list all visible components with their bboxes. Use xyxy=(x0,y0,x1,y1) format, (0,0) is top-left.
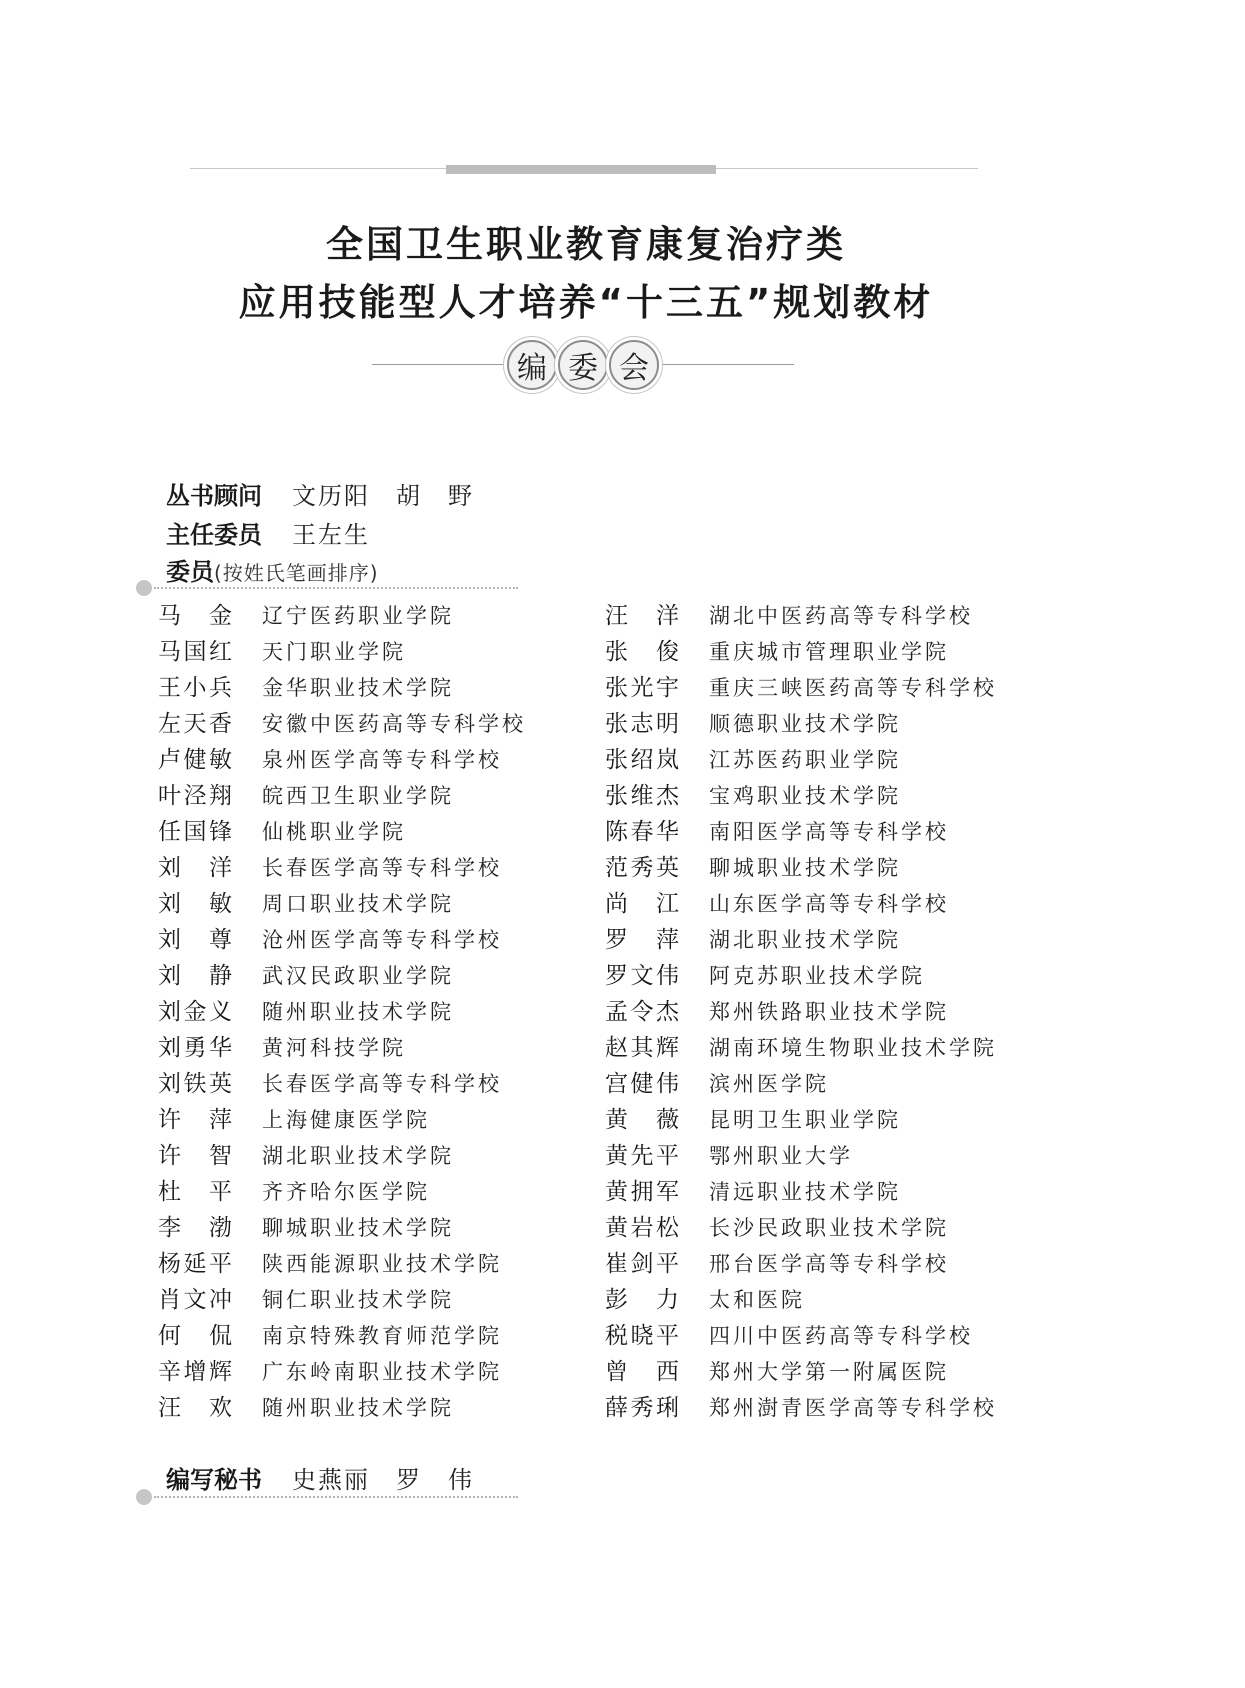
member-name-char: 江 xyxy=(656,891,679,917)
member-name-char: 曾 xyxy=(605,1359,628,1385)
member-row xyxy=(605,778,1125,814)
member-org: 仙桃职业学院 xyxy=(262,820,406,844)
member-org: 四川中医药高等专科学校 xyxy=(709,1324,973,1348)
member-name-char: 赵 xyxy=(605,1035,628,1061)
member-name xyxy=(158,994,232,1030)
member-name-char: 剑 xyxy=(630,1251,654,1277)
member-name-char: 琍 xyxy=(656,1395,679,1421)
member-name-char: 杜 xyxy=(158,1179,181,1205)
member-name-char: 尊 xyxy=(209,927,232,953)
member-row xyxy=(605,1174,1125,1210)
member-row xyxy=(158,1066,678,1102)
member-row xyxy=(158,778,678,814)
member-org: 阿克苏职业技术学院 xyxy=(709,964,925,988)
member-name-char: 刘 xyxy=(158,1035,181,1061)
member-name-char: 平 xyxy=(209,1251,232,1277)
member-row xyxy=(605,1210,1125,1246)
member-name xyxy=(605,778,679,814)
member-name xyxy=(158,598,232,634)
chair-label: 主任委员 xyxy=(166,521,262,549)
member-name xyxy=(158,1282,232,1318)
member-row xyxy=(605,670,1125,706)
member-row xyxy=(158,1282,678,1318)
member-name-char: 维 xyxy=(630,783,654,809)
member-org: 滨州医学院 xyxy=(709,1072,829,1096)
member-name-char: 绍 xyxy=(630,747,654,773)
member-name xyxy=(605,1246,679,1282)
member-name xyxy=(605,1138,679,1174)
series-title-line-1: 全国卫生职业教育康复治疗类 xyxy=(326,223,846,266)
member-name-char: 平 xyxy=(209,1179,232,1205)
member-name xyxy=(605,1174,679,1210)
member-org: 随州职业技术学院 xyxy=(262,1000,454,1024)
member-name-char: 许 xyxy=(158,1107,181,1133)
member-row xyxy=(158,886,678,922)
member-name-char: 明 xyxy=(656,711,679,737)
member-row xyxy=(605,814,1125,850)
member-name xyxy=(605,1102,679,1138)
member-name-char: 刘 xyxy=(158,927,181,953)
member-name-char: 平 xyxy=(656,1143,679,1169)
member-name-char: 刘 xyxy=(158,999,181,1025)
member-name xyxy=(158,1174,232,1210)
member-name-char: 智 xyxy=(209,1143,232,1169)
member-name xyxy=(605,1282,679,1318)
member-name-char: 国 xyxy=(183,819,207,845)
member-name-char: 杰 xyxy=(656,783,679,809)
member-name-char: 汪 xyxy=(158,1395,181,1421)
member-name-char: 卢 xyxy=(158,747,181,773)
member-name-char: 刘 xyxy=(158,1071,181,1097)
member-name xyxy=(605,598,679,634)
badge-char-3: 会 xyxy=(609,340,659,390)
member-row xyxy=(605,850,1125,886)
member-name-char: 宇 xyxy=(656,675,679,701)
member-name-char: 志 xyxy=(630,711,654,737)
member-name-char: 力 xyxy=(656,1287,679,1313)
member-org: 武汉民政职业学院 xyxy=(262,964,454,988)
secretary-label: 编写秘书 xyxy=(166,1466,262,1494)
member-name-char: 铁 xyxy=(183,1071,207,1097)
member-org: 太和医院 xyxy=(709,1288,805,1312)
member-name-char: 薛 xyxy=(605,1395,628,1421)
member-row xyxy=(158,742,678,778)
member-name-char: 松 xyxy=(656,1215,679,1241)
member-name-char: 文 xyxy=(630,963,654,989)
member-org: 聊城职业技术学院 xyxy=(709,856,901,880)
member-name-char: 叶 xyxy=(158,783,181,809)
member-org: 安徽中医药高等专科学校 xyxy=(262,712,526,736)
member-org: 湖北职业技术学院 xyxy=(262,1144,454,1168)
member-name-char: 增 xyxy=(183,1359,207,1385)
member-name-char: 岩 xyxy=(630,1215,654,1241)
member-name-char: 西 xyxy=(656,1359,679,1385)
member-name-char: 洋 xyxy=(209,855,232,881)
member-name xyxy=(158,1318,232,1354)
member-name-char: 晓 xyxy=(630,1323,654,1349)
member-row xyxy=(158,958,678,994)
member-name xyxy=(158,778,232,814)
member-name-char: 张 xyxy=(605,675,628,701)
member-name-char: 文 xyxy=(183,1287,207,1313)
member-name xyxy=(158,706,232,742)
member-name-char: 义 xyxy=(209,999,232,1025)
member-org: 随州职业技术学院 xyxy=(262,1396,454,1420)
divider-dashes xyxy=(154,1496,518,1498)
member-name xyxy=(605,742,679,778)
member-name-char: 延 xyxy=(183,1251,207,1277)
members-column-right xyxy=(605,598,1125,1426)
member-name-char: 萍 xyxy=(209,1107,232,1133)
member-name xyxy=(158,1246,232,1282)
member-name xyxy=(605,1210,679,1246)
member-name-char: 翔 xyxy=(209,783,232,809)
member-org: 鄂州职业大学 xyxy=(709,1144,853,1168)
member-org: 湖北中医药高等专科学校 xyxy=(709,604,973,628)
member-name-char: 刘 xyxy=(158,891,181,917)
member-name-char: 陈 xyxy=(605,819,628,845)
member-name xyxy=(158,1102,232,1138)
member-name-char: 天 xyxy=(183,711,207,737)
member-name xyxy=(158,670,232,706)
member-name xyxy=(605,814,679,850)
member-row xyxy=(605,1138,1125,1174)
member-row xyxy=(158,1390,678,1426)
member-name-char: 李 xyxy=(158,1215,181,1241)
member-name-char: 黄 xyxy=(605,1215,628,1241)
member-name-char: 辉 xyxy=(209,1359,232,1385)
member-name xyxy=(605,670,679,706)
member-row xyxy=(158,1174,678,1210)
divider-dashes xyxy=(154,587,518,589)
member-name-char: 拥 xyxy=(630,1179,654,1205)
member-name-char: 光 xyxy=(630,675,654,701)
member-name-char: 任 xyxy=(158,819,181,845)
member-name xyxy=(605,1030,679,1066)
member-row xyxy=(605,742,1125,778)
member-org: 宝鸡职业技术学院 xyxy=(709,784,901,808)
member-name-char: 税 xyxy=(605,1323,628,1349)
member-name-char: 张 xyxy=(605,747,628,773)
member-org: 南阳医学高等专科学校 xyxy=(709,820,949,844)
member-name-char: 冲 xyxy=(209,1287,232,1313)
member-name xyxy=(605,1354,679,1390)
member-row xyxy=(158,1030,678,1066)
member-org: 郑州大学第一附属医院 xyxy=(709,1360,949,1384)
member-org: 清远职业技术学院 xyxy=(709,1180,901,1204)
member-name-char: 敏 xyxy=(209,747,232,773)
member-name-char: 健 xyxy=(630,1071,654,1097)
member-org: 周口职业技术学院 xyxy=(262,892,454,916)
member-org: 上海健康医学院 xyxy=(262,1108,430,1132)
member-name-char: 春 xyxy=(630,819,654,845)
member-name-char: 萍 xyxy=(656,927,679,953)
member-name-char: 平 xyxy=(656,1323,679,1349)
member-name xyxy=(158,886,232,922)
member-row xyxy=(158,1354,678,1390)
member-name-char: 军 xyxy=(656,1179,679,1205)
member-org: 昆明卫生职业学院 xyxy=(709,1108,901,1132)
member-name-char: 马 xyxy=(158,603,181,629)
member-name-char: 渤 xyxy=(209,1215,232,1241)
member-row xyxy=(605,706,1125,742)
member-name-char: 左 xyxy=(158,711,181,737)
member-name-char: 肖 xyxy=(158,1287,181,1313)
member-org: 邢台医学高等专科学校 xyxy=(709,1252,949,1276)
member-row xyxy=(158,922,678,958)
member-name-char: 泾 xyxy=(183,783,207,809)
member-name-char: 金 xyxy=(209,603,232,629)
member-row xyxy=(158,814,678,850)
top-accent-bar xyxy=(446,165,716,174)
member-name-char: 华 xyxy=(209,1035,232,1061)
chair-row xyxy=(166,515,370,550)
member-name-char: 兵 xyxy=(209,675,232,701)
member-name xyxy=(158,850,232,886)
member-row xyxy=(158,1318,678,1354)
member-row xyxy=(158,1102,678,1138)
member-row xyxy=(158,598,678,634)
member-name xyxy=(158,1210,232,1246)
member-name-char: 许 xyxy=(158,1143,181,1169)
member-name-char: 岚 xyxy=(656,747,679,773)
member-name-char: 黄 xyxy=(605,1143,628,1169)
badge-char-1: 编 xyxy=(507,340,557,390)
member-name-char: 孟 xyxy=(605,999,628,1025)
member-name-char: 令 xyxy=(630,999,654,1025)
member-org: 长春医学高等专科学校 xyxy=(262,1072,502,1096)
member-name-char: 罗 xyxy=(605,963,628,989)
member-name xyxy=(605,994,679,1030)
member-name-char: 国 xyxy=(183,639,207,665)
member-row xyxy=(605,886,1125,922)
member-name-char: 锋 xyxy=(209,819,232,845)
member-row xyxy=(605,1390,1125,1426)
member-name-char: 敏 xyxy=(209,891,232,917)
member-row xyxy=(158,850,678,886)
member-name-char: 勇 xyxy=(183,1035,207,1061)
member-name-char: 黄 xyxy=(605,1107,628,1133)
member-org: 广东岭南职业技术学院 xyxy=(262,1360,502,1384)
member-name xyxy=(158,1030,232,1066)
member-name-char: 杰 xyxy=(656,999,679,1025)
member-name-char: 平 xyxy=(656,1251,679,1277)
member-name xyxy=(158,1138,232,1174)
members-column-left xyxy=(158,598,678,1426)
member-name-char: 红 xyxy=(209,639,232,665)
member-org: 泉州医学高等专科学校 xyxy=(262,748,502,772)
member-org: 天门职业学院 xyxy=(262,640,406,664)
member-org: 江苏医药职业学院 xyxy=(709,748,901,772)
member-name xyxy=(158,1390,232,1426)
secretary-value: 史燕丽 罗 伟 xyxy=(292,1466,474,1494)
member-org: 湖北职业技术学院 xyxy=(709,928,901,952)
dotted-divider xyxy=(136,580,518,590)
member-name xyxy=(158,814,232,850)
member-name xyxy=(158,742,232,778)
member-name-char: 马 xyxy=(158,639,181,665)
member-name xyxy=(605,958,679,994)
badge-char-2: 委 xyxy=(558,340,608,390)
member-name-char: 刘 xyxy=(158,855,181,881)
members-note: (按姓氏笔画排序) xyxy=(214,561,379,585)
member-name-char: 张 xyxy=(605,783,628,809)
member-name-char: 薇 xyxy=(656,1107,679,1133)
member-name xyxy=(158,1354,232,1390)
member-org: 长沙民政职业技术学院 xyxy=(709,1216,949,1240)
member-name-char: 秀 xyxy=(630,1395,654,1421)
member-name-char: 尚 xyxy=(605,891,628,917)
member-org: 铜仁职业技术学院 xyxy=(262,1288,454,1312)
member-name-char: 崔 xyxy=(605,1251,628,1277)
member-org: 沧州医学高等专科学校 xyxy=(262,928,502,952)
member-name-char: 洋 xyxy=(656,603,679,629)
member-row xyxy=(605,1318,1125,1354)
member-row xyxy=(605,994,1125,1030)
member-name-char: 其 xyxy=(630,1035,654,1061)
member-name-char: 俊 xyxy=(656,639,679,665)
committee-badge xyxy=(372,340,794,390)
member-name xyxy=(158,922,232,958)
member-name-char: 辛 xyxy=(158,1359,181,1385)
member-row xyxy=(605,634,1125,670)
member-row xyxy=(158,706,678,742)
member-name-char: 侃 xyxy=(209,1323,232,1349)
member-name-char: 静 xyxy=(209,963,232,989)
member-row xyxy=(605,598,1125,634)
member-row xyxy=(605,1030,1125,1066)
member-name xyxy=(605,886,679,922)
member-org: 山东医学高等专科学校 xyxy=(709,892,949,916)
member-row xyxy=(605,1246,1125,1282)
member-name xyxy=(605,1390,679,1426)
member-name-char: 张 xyxy=(605,711,628,737)
member-name-char: 张 xyxy=(605,639,628,665)
member-row xyxy=(605,1282,1125,1318)
member-name xyxy=(158,958,232,994)
member-org: 聊城职业技术学院 xyxy=(262,1216,454,1240)
members-label: 委员 xyxy=(166,558,214,586)
member-row xyxy=(158,994,678,1030)
member-org: 湖南环境生物职业技术学院 xyxy=(709,1036,997,1060)
member-name-char: 黄 xyxy=(605,1179,628,1205)
member-org: 南京特殊教育师范学院 xyxy=(262,1324,502,1348)
member-org: 齐齐哈尔医学院 xyxy=(262,1180,430,1204)
member-name xyxy=(605,922,679,958)
member-org: 金华职业技术学院 xyxy=(262,676,454,700)
member-name-char: 汪 xyxy=(605,603,628,629)
member-row xyxy=(158,1138,678,1174)
member-org: 郑州铁路职业技术学院 xyxy=(709,1000,949,1024)
member-name-char: 健 xyxy=(183,747,207,773)
advisor-value: 文历阳 胡 野 xyxy=(292,482,474,510)
member-name-char: 金 xyxy=(183,999,207,1025)
member-name-char: 范 xyxy=(605,855,628,881)
member-name xyxy=(605,1318,679,1354)
advisor-label: 丛书顾问 xyxy=(166,482,262,510)
member-name-char: 何 xyxy=(158,1323,181,1349)
member-row xyxy=(158,1246,678,1282)
member-name xyxy=(605,850,679,886)
member-row xyxy=(605,1354,1125,1390)
member-name-char: 欢 xyxy=(209,1395,232,1421)
member-name xyxy=(605,634,679,670)
series-title-line-2: 应用技能型人才培养“十三五”规划教材 xyxy=(238,281,934,324)
member-name-char: 香 xyxy=(209,711,232,737)
member-name xyxy=(158,634,232,670)
member-org: 辽宁医药职业学院 xyxy=(262,604,454,628)
member-row xyxy=(158,670,678,706)
member-name-char: 华 xyxy=(656,819,679,845)
member-row xyxy=(158,634,678,670)
member-name-char: 宫 xyxy=(605,1071,628,1097)
member-name-char: 王 xyxy=(158,675,181,701)
member-org: 长春医学高等专科学校 xyxy=(262,856,502,880)
member-name xyxy=(605,706,679,742)
member-org: 陕西能源职业技术学院 xyxy=(262,1252,502,1276)
chair-value: 王左生 xyxy=(292,521,370,549)
divider-dot xyxy=(136,580,152,596)
dotted-divider-bottom xyxy=(136,1489,518,1499)
member-name xyxy=(605,1066,679,1102)
member-org: 皖西卫生职业学院 xyxy=(262,784,454,808)
advisor-row xyxy=(166,476,474,511)
member-name-char: 辉 xyxy=(656,1035,679,1061)
member-name-char: 彭 xyxy=(605,1287,628,1313)
member-name-char: 伟 xyxy=(656,963,679,989)
member-row xyxy=(605,958,1125,994)
member-row xyxy=(158,1210,678,1246)
member-org: 重庆三峡医药高等专科学校 xyxy=(709,676,997,700)
member-name-char: 先 xyxy=(630,1143,654,1169)
member-name-char: 罗 xyxy=(605,927,628,953)
member-name-char: 杨 xyxy=(158,1251,181,1277)
member-org: 黄河科技学院 xyxy=(262,1036,406,1060)
member-name-char: 秀 xyxy=(630,855,654,881)
divider-dot xyxy=(136,1489,152,1505)
member-name-char: 英 xyxy=(656,855,679,881)
member-row xyxy=(605,1066,1125,1102)
member-row xyxy=(605,922,1125,958)
member-name xyxy=(158,1066,232,1102)
member-name-char: 小 xyxy=(183,675,207,701)
member-org: 顺德职业技术学院 xyxy=(709,712,901,736)
member-name-char: 伟 xyxy=(656,1071,679,1097)
member-row xyxy=(605,1102,1125,1138)
member-name-char: 刘 xyxy=(158,963,181,989)
member-name-char: 英 xyxy=(209,1071,232,1097)
member-org: 重庆城市管理职业学院 xyxy=(709,640,949,664)
member-org: 郑州澍青医学高等专科学校 xyxy=(709,1396,997,1420)
